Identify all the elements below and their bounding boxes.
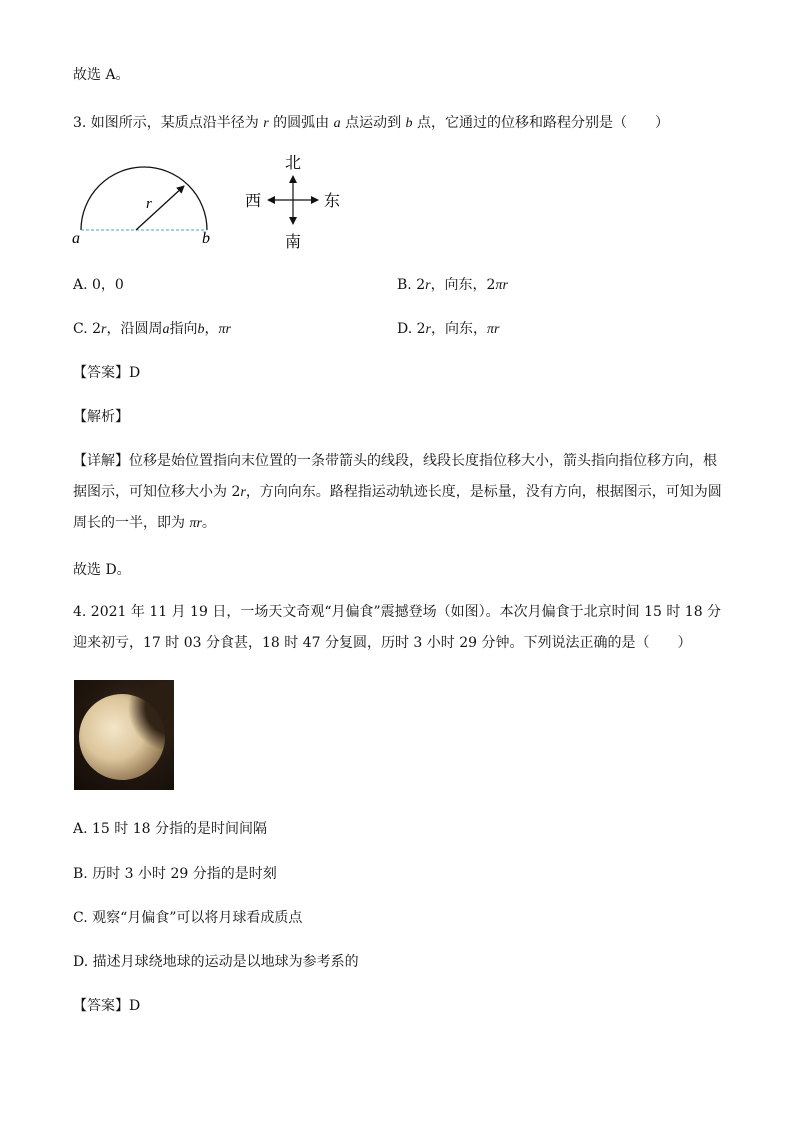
detail-text: 。 xyxy=(201,515,216,531)
moon-illustration xyxy=(74,680,174,790)
partial-lunar-eclipse-photo xyxy=(74,680,174,790)
q3-option-d-part: ，向东， xyxy=(431,321,487,337)
q3-option-c-part: ， xyxy=(204,321,219,337)
detail-tag: 【详解】 xyxy=(73,453,129,469)
q3-conclusion: 故选 D。 xyxy=(73,562,131,578)
q3-stem-point-a: a xyxy=(333,116,341,131)
q3-option-b-r: r xyxy=(425,278,431,293)
q3-option-d-part: D. 2 xyxy=(397,321,426,337)
detail-r: r xyxy=(240,485,246,500)
q3-option-b xyxy=(397,276,508,295)
compass-east-label: 东 xyxy=(324,191,341,210)
q3-option-c-part: 指向 xyxy=(169,321,198,337)
q3-option-c-b: b xyxy=(197,322,205,337)
q3-figure xyxy=(60,148,360,258)
q3-stem-point-b: b xyxy=(405,116,413,131)
q3-option-c-part: C. 2 xyxy=(73,321,102,337)
q3-option-c-a: a xyxy=(162,322,170,337)
q3-stem-part: 点运动到 xyxy=(340,115,406,131)
q3-option-b-part: ，向东，2 xyxy=(430,277,496,293)
answer-value: D xyxy=(129,998,141,1014)
q4-option-a: A. 15 时 18 分指的是时间间隔 xyxy=(73,821,267,837)
detail-text: 位移是始位置指向末位置的一条带箭头的线段，线段长度指位移大小，箭头指向指位移方向，根据图示，可知位移大小为 2 xyxy=(73,453,717,500)
q3-option-d xyxy=(397,320,499,339)
q3-option-d-pir: πr xyxy=(487,322,500,337)
q3-option-c xyxy=(73,320,231,339)
radius-arrow xyxy=(136,186,184,230)
q3-option-b-pir: πr xyxy=(495,278,508,293)
prev-conclusion: 故选 A。 xyxy=(73,67,130,83)
analysis-tag-text: 【解析】 xyxy=(73,409,129,425)
q3-stem-part: 的圆弧由 xyxy=(268,115,334,131)
q4-option-c: C. 观察“月偏食”可以将月球看成质点 xyxy=(73,910,303,926)
compass-west-label: 西 xyxy=(245,191,262,210)
compass-north-label: 北 xyxy=(285,153,302,172)
q3-option-d-r: r xyxy=(425,322,431,337)
semicircle-arc xyxy=(81,167,207,230)
analysis-tag xyxy=(73,408,129,426)
detail-pir: πr xyxy=(189,516,202,531)
q3-stem xyxy=(73,114,669,133)
detail-text: ，方向向东。路程指运动轨迹长度，是标量，没有方向，根据图示，可知为圆周长的一半，即为 xyxy=(73,484,722,531)
q4-option-d: D. 描述月球绕地球的运动是以地球为参考系的 xyxy=(73,954,359,970)
q3-option-b-part: B. 2 xyxy=(397,277,426,293)
q4-stem: 4. 2021 年 11 月 19 日，一场天文奇观“月偏食”震撼登场（如图）。本次月偏食于北京时间 15 时 18 分迎来初亏，17 时 03 分食甚，18 时 47 分复圆，历时 3 小时 29 分钟。下列说法正确的是（ ） xyxy=(73,604,722,651)
q3-answer xyxy=(73,364,140,382)
q3-option-a: A. 0，0 xyxy=(73,277,124,293)
q4-answer xyxy=(73,997,140,1015)
q3-option-c-pir: πr xyxy=(218,322,231,337)
label-a: a xyxy=(72,230,80,247)
q3-option-c-r: r xyxy=(101,322,107,337)
q3-detail-paragraph xyxy=(73,446,723,539)
label-b: b xyxy=(202,230,210,247)
q3-stem-radius: r xyxy=(263,116,269,131)
answer-tag: 【答案】 xyxy=(73,998,129,1014)
label-r: r xyxy=(146,196,152,212)
q4-option-b: B. 历时 3 小时 29 分指的是时刻 xyxy=(73,866,277,882)
answer-value: D xyxy=(129,365,141,381)
q3-option-c-part: ，沿圆周 xyxy=(106,321,163,337)
q3-stem-part: 点，它通过的位移和路程分别是（ ） xyxy=(412,115,669,131)
compass-south-label: 南 xyxy=(285,232,302,251)
q3-stem-part: 3. 如图所示，某质点沿半径为 xyxy=(73,115,264,131)
answer-tag: 【答案】 xyxy=(73,365,129,381)
